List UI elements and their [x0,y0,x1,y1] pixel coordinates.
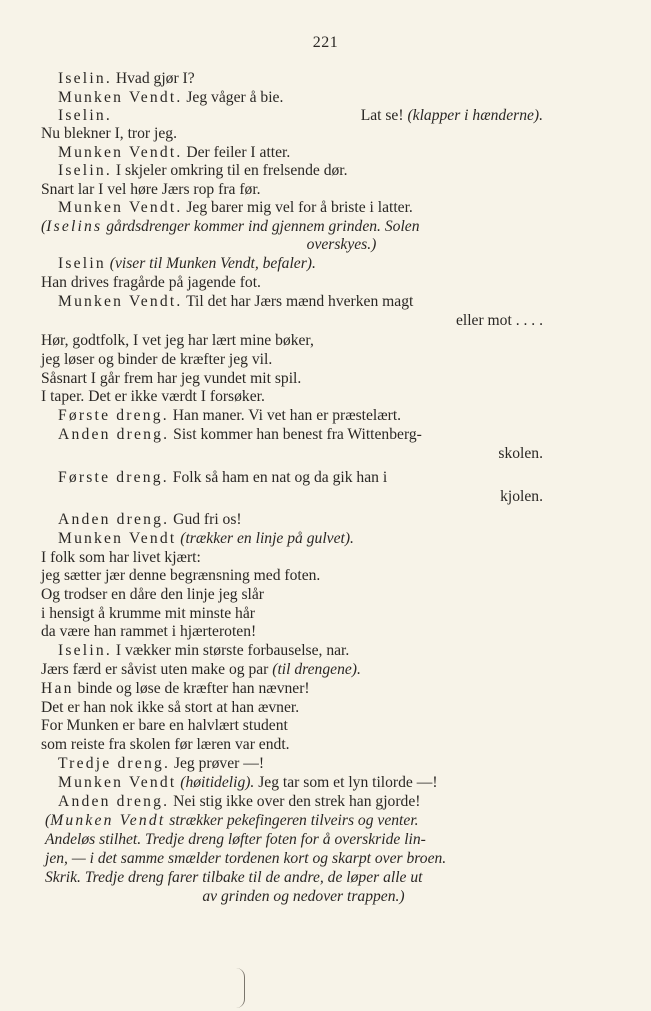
line-segment: Første dreng. [58,407,169,424]
line-segment: Munken Vendt [50,812,166,829]
text-line [41,661,361,679]
line-right-segment: (klapper i hænderne). [407,107,543,124]
text-line [45,869,423,887]
text-line [41,736,290,754]
text-line [45,850,446,868]
line-segment: Jeg våger å bie. [182,89,284,106]
text-line [41,218,420,236]
text-line [41,680,310,698]
line-segment: Tredje dreng. [58,755,171,772]
line-segment: Iselin [58,255,106,272]
line-segment: Der feiler I atter. [182,144,291,161]
line-segment: strækker pekefingeren tilveirs og venter. [165,812,419,829]
text-line [58,426,422,444]
line-segment: I skjeler omkring til en frelsende dør. [111,162,348,179]
text-line [41,370,301,388]
line-segment: I vækker min største forbauselse, nar. [111,642,350,659]
line-segment: eller mot . . . . [455,312,543,329]
line-segment: da være han rammet i hjærteroten! [41,623,257,640]
line-segment: Iselin. [58,107,112,124]
text-line [41,623,256,641]
text-line [58,511,242,529]
line-segment: Hør, godtfolk, I vet jeg har lært mine bøker, [41,332,314,349]
line-segment: Og trodser en dåre den linje jeg slår [41,586,264,603]
text-line [58,144,290,162]
line-segment: som reiste fra skolen før læren var endt. [41,736,290,753]
text-line [58,642,349,660]
margin-bracket-mark [236,968,245,1008]
line-segment: Munken Vendt [58,530,177,547]
text-line [0,888,629,906]
text-line [41,586,264,604]
text-line [58,293,413,311]
line-segment: Til det har Jærs mænd hverken magt [182,293,414,310]
line-segment: av grinden og nedover trappen.) [202,888,405,905]
text-line [16,236,651,254]
line-segment: Folk så ham en nat og da gik han i [168,469,388,486]
line-segment: I taper. Det er ikke værdt I forsøker. [41,388,265,405]
text-line [41,567,320,585]
text-line [58,89,283,107]
line-segment: (høitidelig). [176,774,255,791]
line-segment: Han drives fragårde på jagende fot. [41,274,261,291]
text-line [58,70,195,88]
line-segment: Første dreng. [58,469,169,486]
line-segment: gårdsdrenger kommer ind gjennem grinden. Solen [102,218,420,235]
text-line [41,332,314,350]
text-line [41,181,261,199]
line-segment: (trækker en linje på gulvet). [176,530,354,547]
line-segment: Jeg tar som et lyn tilorde —! [254,774,438,791]
line-segment: Munken Vendt. [58,293,183,310]
text-line [41,125,177,143]
text-line [58,530,354,548]
text-line [41,351,272,369]
text-line [45,831,426,849]
text-line [58,162,348,180]
line-segment: ( [41,218,47,235]
line-segment: Munken Vendt. [58,144,183,161]
line-segment: Jærs færd er såvist uten make og par [41,661,273,678]
text-line [45,812,419,830]
line-segment: Munken Vendt. [58,199,183,216]
line-segment: I folk som har livet kjært: [41,549,201,566]
text-line [500,488,543,506]
text-line [58,793,420,811]
text-line [58,107,112,125]
text-line [41,699,299,717]
line-segment: (viser til Munken Vendt, befaler). [105,255,316,272]
line-segment: Skrik. Tredje dreng farer tilbake til de andre, de løper alle ut [45,869,423,886]
line-segment: Jeg prøver —! [170,755,265,772]
line-segment: Såsnart I går frem har jeg vundet mit spil. [41,370,302,387]
line-segment: ( [45,812,51,829]
line-segment: Anden dreng. [58,511,170,528]
line-segment: Hvad gjør I? [111,70,195,87]
line-segment: Snart lar I vel høre Jærs rop fra før. [41,181,261,198]
line-segment: Han [41,680,74,697]
line-segment: Anden dreng. [58,426,170,443]
line-segment: Sist kommer han benest fra Wittenberg- [169,426,422,443]
text-line-right [361,107,543,125]
line-segment: (til drengene). [272,661,361,678]
text-line [41,388,265,406]
line-segment: Det er han nok ikke så stort at han ævner. [41,699,300,716]
line-segment: Iselin. [58,162,112,179]
line-segment: Nu blekner I, tror jeg. [41,125,177,142]
line-segment: Iselin. [58,642,112,659]
text-line [58,255,316,273]
line-segment: Jeg barer mig vel for å briste i latter. [182,199,413,216]
text-line [58,469,387,487]
line-segment: overskyes.) [306,236,377,253]
line-segment: i hensigt å krumme mit minste hår [41,605,255,622]
text-line [58,774,438,792]
text-line [456,312,543,330]
line-segment: jen, — i det samme smælder tordenen kort og skarpt over broen. [45,850,447,867]
line-segment: Anden dreng. [58,793,170,810]
line-right-segment: Lat se! [360,107,408,124]
line-segment: Andeløs stilhet. Tredje dreng løfter foten for å overskride lin- [45,831,426,848]
line-segment: Iselin. [58,70,112,87]
line-segment: Iselins [46,218,103,235]
text-line [58,407,401,425]
text-line [41,605,255,623]
text-line [498,445,543,463]
text-line [41,717,288,735]
line-segment: kjolen. [500,488,543,505]
line-segment: jeg sætter jær denne begrænsning med foten. [41,567,321,584]
line-segment: jeg løser og binder de kræfter jeg vil. [41,351,273,368]
text-line [41,274,261,292]
text-line [58,755,264,773]
line-segment: skolen. [498,445,543,462]
text-line [41,549,201,567]
line-segment: Munken Vendt [58,774,177,791]
line-segment: Gud fri os! [169,511,242,528]
text-line [58,199,413,217]
line-segment: binde og løse de kræfter han nævner! [73,680,310,697]
line-segment: For Munken er bare en halvlært student [41,717,288,734]
line-segment: Munken Vendt. [58,89,183,106]
line-segment: Nei stig ikke over den strek han gjorde! [169,793,421,810]
line-segment: Han maner. Vi vet han er præstelært. [168,407,402,424]
page-number: 221 [312,34,339,51]
